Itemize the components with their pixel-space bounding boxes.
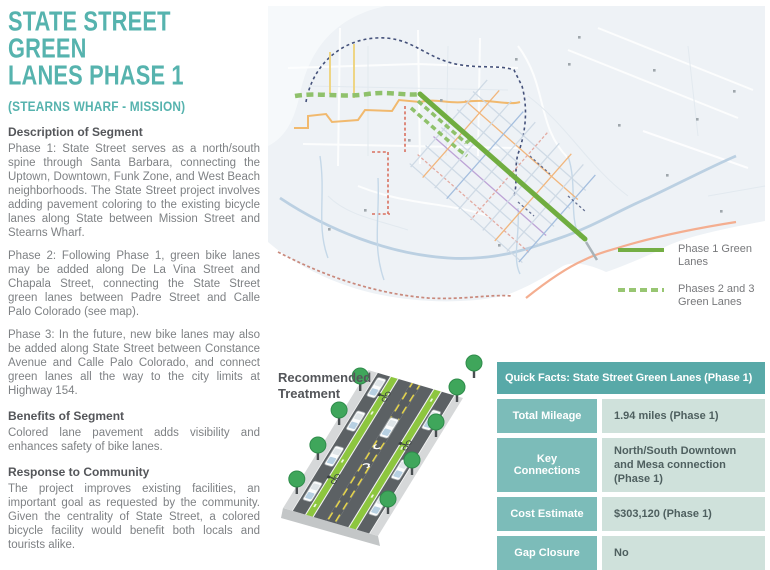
legend-item-phase23: [618, 283, 763, 309]
quick-facts-label-gap-closure: Gap Closure: [497, 536, 597, 570]
response-paragraph: The project improves existing facilities, an important goal as requested by the community. Given the centrality of State Street, a colored bicycle facility would benefit both locals and tourists alike.: [8, 483, 260, 551]
description-paragraph-1: Phase 1: State Street serves as a north/south spine through Santa Barbara, connecting the Uptown, Downtown, Funk Zone, and West Beach neighborhoods. The State Street project involves adding pavement coloring to the existing bicycle lanes along State between Mission Street and Stearns Wharf.: [8, 143, 260, 239]
street-surface: [262, 319, 495, 570]
table-row: [497, 438, 765, 492]
quick-facts-label-key-connections: Key Connections: [497, 438, 597, 492]
treatment-panel: [268, 356, 494, 544]
legend-item-phase1: [618, 243, 763, 269]
phase1-solid-line-swatch: [618, 248, 664, 252]
description-paragraph-2: Phase 2: Following Phase 1, green bike lanes may be added along De La Vina Street and Chapala Street, connecting the State Street green lanes between Padre Street and Calle Palo Colorado (see map).: [8, 250, 260, 318]
city-map-panel: [268, 6, 765, 350]
quick-facts-table: [497, 362, 765, 570]
quick-facts-value-key-connections: North/South Downtown and Mesa connection (Phase 1): [602, 438, 765, 492]
table-row: [497, 497, 765, 531]
left-column: [8, 4, 260, 561]
table-row: [497, 536, 765, 570]
page-title-line1: STATE STREET GREEN: [8, 4, 171, 65]
quick-facts-value-total-mileage: 1.94 miles (Phase 1): [602, 399, 765, 433]
phase23-dashed-line-swatch: [618, 288, 664, 292]
page-title: [8, 4, 220, 92]
response-heading: Response to Community: [8, 465, 150, 479]
table-row: [497, 399, 765, 433]
legend-label-phase23: Phases 2 and 3 Green Lanes: [678, 283, 755, 308]
benefits-paragraph: Colored lane pavement adds visibility and enhances safety of bike lanes.: [8, 427, 260, 453]
page-subtitle: (STEARNS WHARF - MISSION): [8, 99, 186, 114]
quick-facts-label-total-mileage: Total Mileage: [497, 399, 597, 433]
page-title-line2: LANES PHASE 1: [8, 58, 184, 92]
quick-facts-value-gap-closure: No: [602, 536, 765, 570]
description-paragraph-3: Phase 3: In the future, new bike lanes may also be added along State Street between Constance Avenue and Calle Palo Colorado, and connect green lanes all the way to the city limits at Highway 154.: [8, 329, 260, 397]
benefits-heading: Benefits of Segment: [8, 409, 125, 423]
map-legend: [618, 243, 763, 323]
quick-facts-title: Quick Facts: State Street Green Lanes (Phase 1): [497, 362, 765, 394]
legend-label-phase1: Phase 1 Green Lanes: [678, 243, 752, 268]
treatment-label: Recommended Treatment: [278, 370, 372, 401]
quick-facts-value-cost-estimate: $303,120 (Phase 1): [602, 497, 765, 531]
description-heading: Description of Segment: [8, 125, 143, 139]
quick-facts-label-cost-estimate: Cost Estimate: [497, 497, 597, 531]
